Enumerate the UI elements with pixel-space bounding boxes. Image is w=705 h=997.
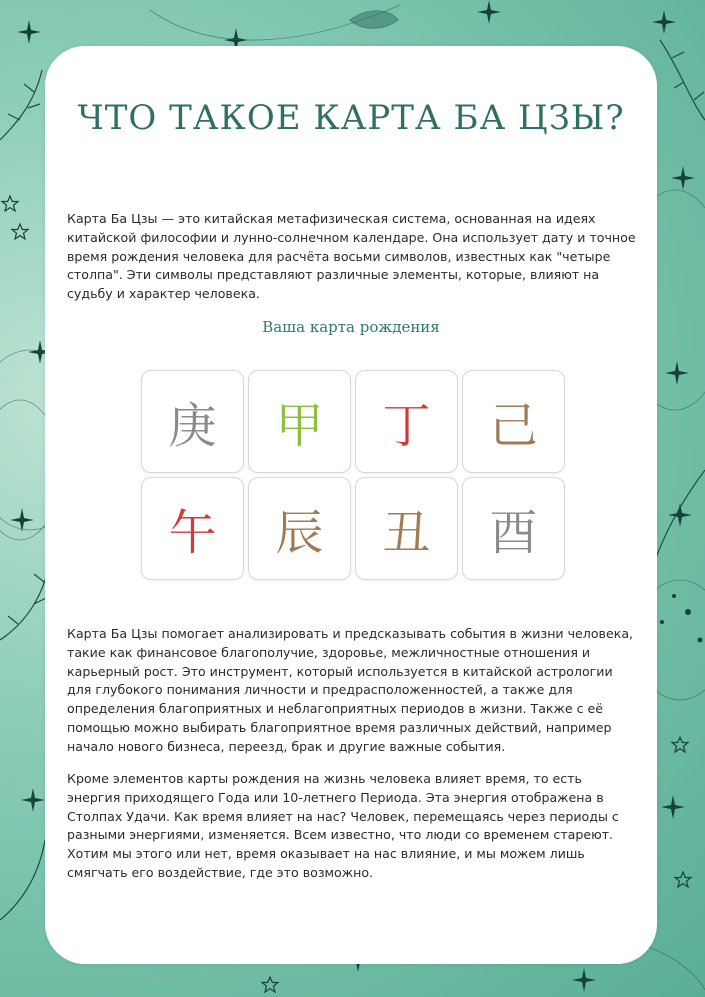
star-icon — [671, 166, 695, 190]
star-icon — [661, 795, 685, 819]
star-icon — [10, 508, 34, 532]
bazi-cell: 午 — [141, 477, 244, 580]
star-icon — [572, 968, 596, 992]
bazi-cell: 己 — [462, 370, 565, 473]
intro-paragraph: Карта Ба Цзы — это китайская метафизическая система, основанная на идеях китайской философии и лунно-солнечном календаре. Она использует дату и точное время рождения человека для расчёта восьми символов, известных как "четыре столпа". Эти символы представляют различные элементы, которые, влияют на судьбу и характер человека. — [67, 211, 636, 302]
bazi-cell: 丑 — [355, 477, 458, 580]
star-icon — [17, 20, 41, 44]
chart-title: Ваша карта рождения — [262, 318, 440, 336]
star-icon — [668, 503, 692, 527]
star-outline-icon — [2, 196, 18, 211]
bazi-cell: 丁 — [355, 370, 458, 473]
star-outline-icon — [262, 977, 278, 992]
star-icon — [21, 788, 45, 812]
star-icon — [652, 10, 676, 34]
bazi-cell: 辰 — [248, 477, 351, 580]
page-title: ЧТО ТАКОЕ КАРТА БА ЦЗЫ? — [77, 98, 625, 138]
star-outline-icon — [675, 872, 691, 887]
star-outline-icon — [672, 737, 688, 752]
body-paragraph-2: Кроме элементов карты рождения на жизнь человека влияет время, то есть энергия приходящего Года или 10-летнего Периода. Эта энергия отображена в Столпах Удачи. Как время влияет на нас? Человек, перемещаясь через периоды с разными энергиями, изменяется. Всем известно, что люди со временем стареют. Хотим мы этого или нет, время оказывает на нас влияние, и мы можем лишь смягчать его воздействие, где это возможно. — [67, 771, 619, 880]
star-icon — [477, 0, 501, 24]
bazi-chart-grid — [141, 370, 566, 582]
bazi-cell: 甲 — [248, 370, 351, 473]
star-icon — [665, 361, 689, 385]
star-outline-icon — [12, 224, 28, 239]
bazi-cell: 庚 — [141, 370, 244, 473]
bazi-cell: 酉 — [462, 477, 565, 580]
body-paragraph-1: Карта Ба Цзы помогает анализировать и предсказывать события в жизни человека, такие как финансовое благополучие, здоровье, межличностные отношения и карьерный рост. Это инструмент, который используется в китайской астрологии для глубокого понимания личности и предрасположенностей, а также для определения благоприятных и неблагоприятных периодов в жизни. Также с её помощью можно выбирать благоприятное время различных действий, например начало нового бизнеса, переезд, брак и другие важные события. — [67, 626, 634, 754]
